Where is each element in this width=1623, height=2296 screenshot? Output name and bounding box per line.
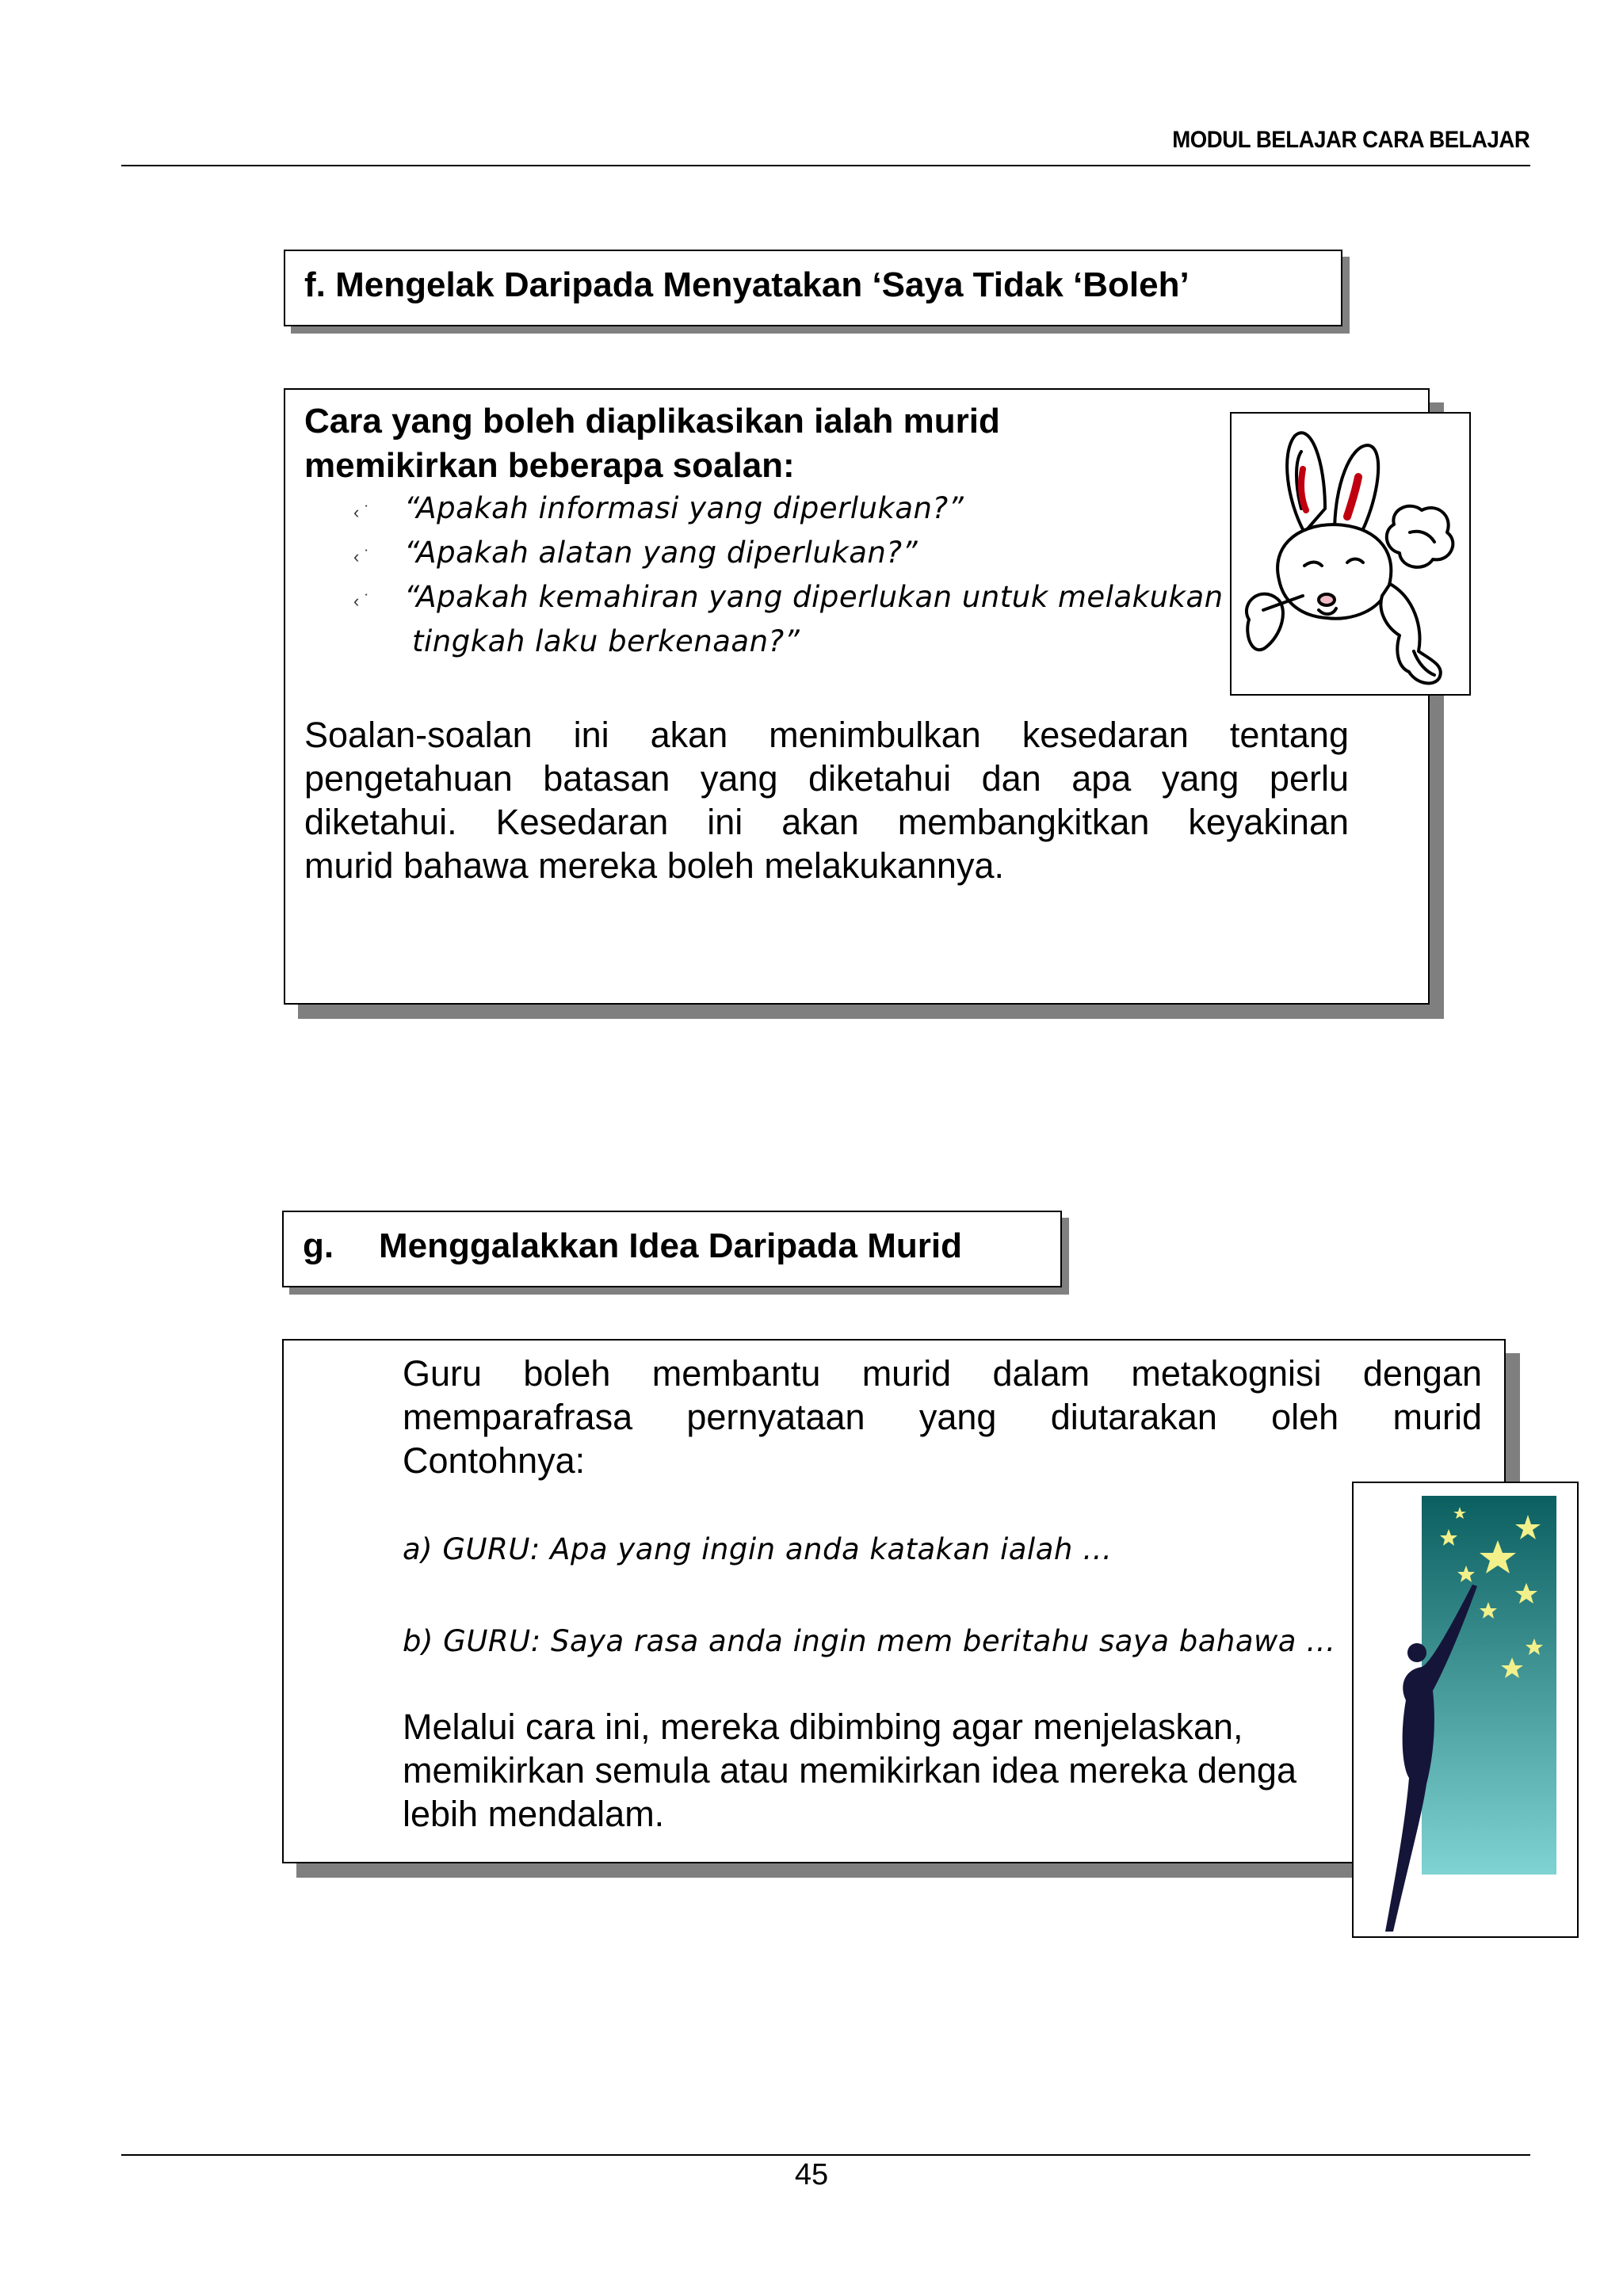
question-item: “Apakah alatan yang diperlukan?” xyxy=(404,536,918,570)
section-g-heading-letter: g. xyxy=(303,1226,334,1265)
bullet-icon: ‹ ˙ xyxy=(353,547,370,566)
paragraph-line: diketahui. Kesedaran ini akan membangkitkan keyakinan xyxy=(304,802,1349,842)
paragraph-line: lebih mendalam. xyxy=(403,1794,665,1834)
footer-rule xyxy=(121,2154,1530,2156)
paragraph-line: memikirkan semula atau memikirkan idea mereka denga xyxy=(403,1750,1296,1791)
paragraph-line: Contohnya: xyxy=(403,1440,586,1481)
bullet-icon: ‹ ˙ xyxy=(353,591,370,611)
section-f-intro xyxy=(304,399,1176,488)
header-rule xyxy=(121,165,1530,166)
section-f-paragraph xyxy=(304,713,1349,887)
bullet-icon: ‹ ˙ xyxy=(353,502,370,522)
rabbit-icon xyxy=(1232,414,1469,694)
intro-line: Cara yang boleh diaplikasikan ialah murid xyxy=(304,402,1000,441)
section-g-intro xyxy=(403,1352,1482,1482)
paragraph-line: murid bahawa mereka boleh melakukannya. xyxy=(304,845,1004,886)
reaching-stars-icon xyxy=(1354,1483,1577,1936)
paragraph-line: pengetahuan batasan yang diketahui dan apa yang perlu xyxy=(304,758,1349,799)
question-item: “Apakah kemahiran yang diperlukan untuk melakukan xyxy=(404,580,1224,614)
running-header: MODUL BELAJAR CARA BELAJAR xyxy=(1171,127,1529,153)
rabbit-image xyxy=(1230,412,1471,696)
question-item: tingkah laku berkenaan?” xyxy=(412,624,800,658)
section-g-heading: Menggalakkan Idea Daripada Murid xyxy=(379,1226,962,1265)
paragraph-line: Melalui cara ini, mereka dibimbing agar menjelaskan, xyxy=(403,1707,1243,1747)
section-f-heading: f. Mengelak Daripada Menyatakan ‘Saya Tidak ‘Boleh’ xyxy=(304,265,1190,304)
dialog-a: a) GURU: Apa yang ingin anda katakan ialah … xyxy=(403,1532,1113,1566)
paragraph-line: Soalan-soalan ini akan menimbulkan kesedaran tentang xyxy=(304,715,1349,755)
section-g-heading-box xyxy=(282,1211,1062,1287)
dialog-b: b) GURU: Saya rasa anda ingin mem beritahu saya bahawa … xyxy=(403,1624,1336,1658)
stars-image xyxy=(1352,1482,1579,1938)
paragraph-line: Guru boleh membantu murid dalam metakognisi dengan xyxy=(403,1353,1482,1394)
section-g-closing xyxy=(403,1705,1401,1836)
page-number: 45 xyxy=(794,2158,829,2191)
paragraph-line: memparafrasa pernyataan yang diutarakan oleh murid xyxy=(403,1397,1482,1437)
question-item: “Apakah informasi yang diperlukan?” xyxy=(404,491,964,525)
intro-line: memikirkan beberapa soalan: xyxy=(304,446,795,485)
section-g-content-box xyxy=(282,1339,1506,1863)
section-f-heading-box xyxy=(284,250,1342,326)
